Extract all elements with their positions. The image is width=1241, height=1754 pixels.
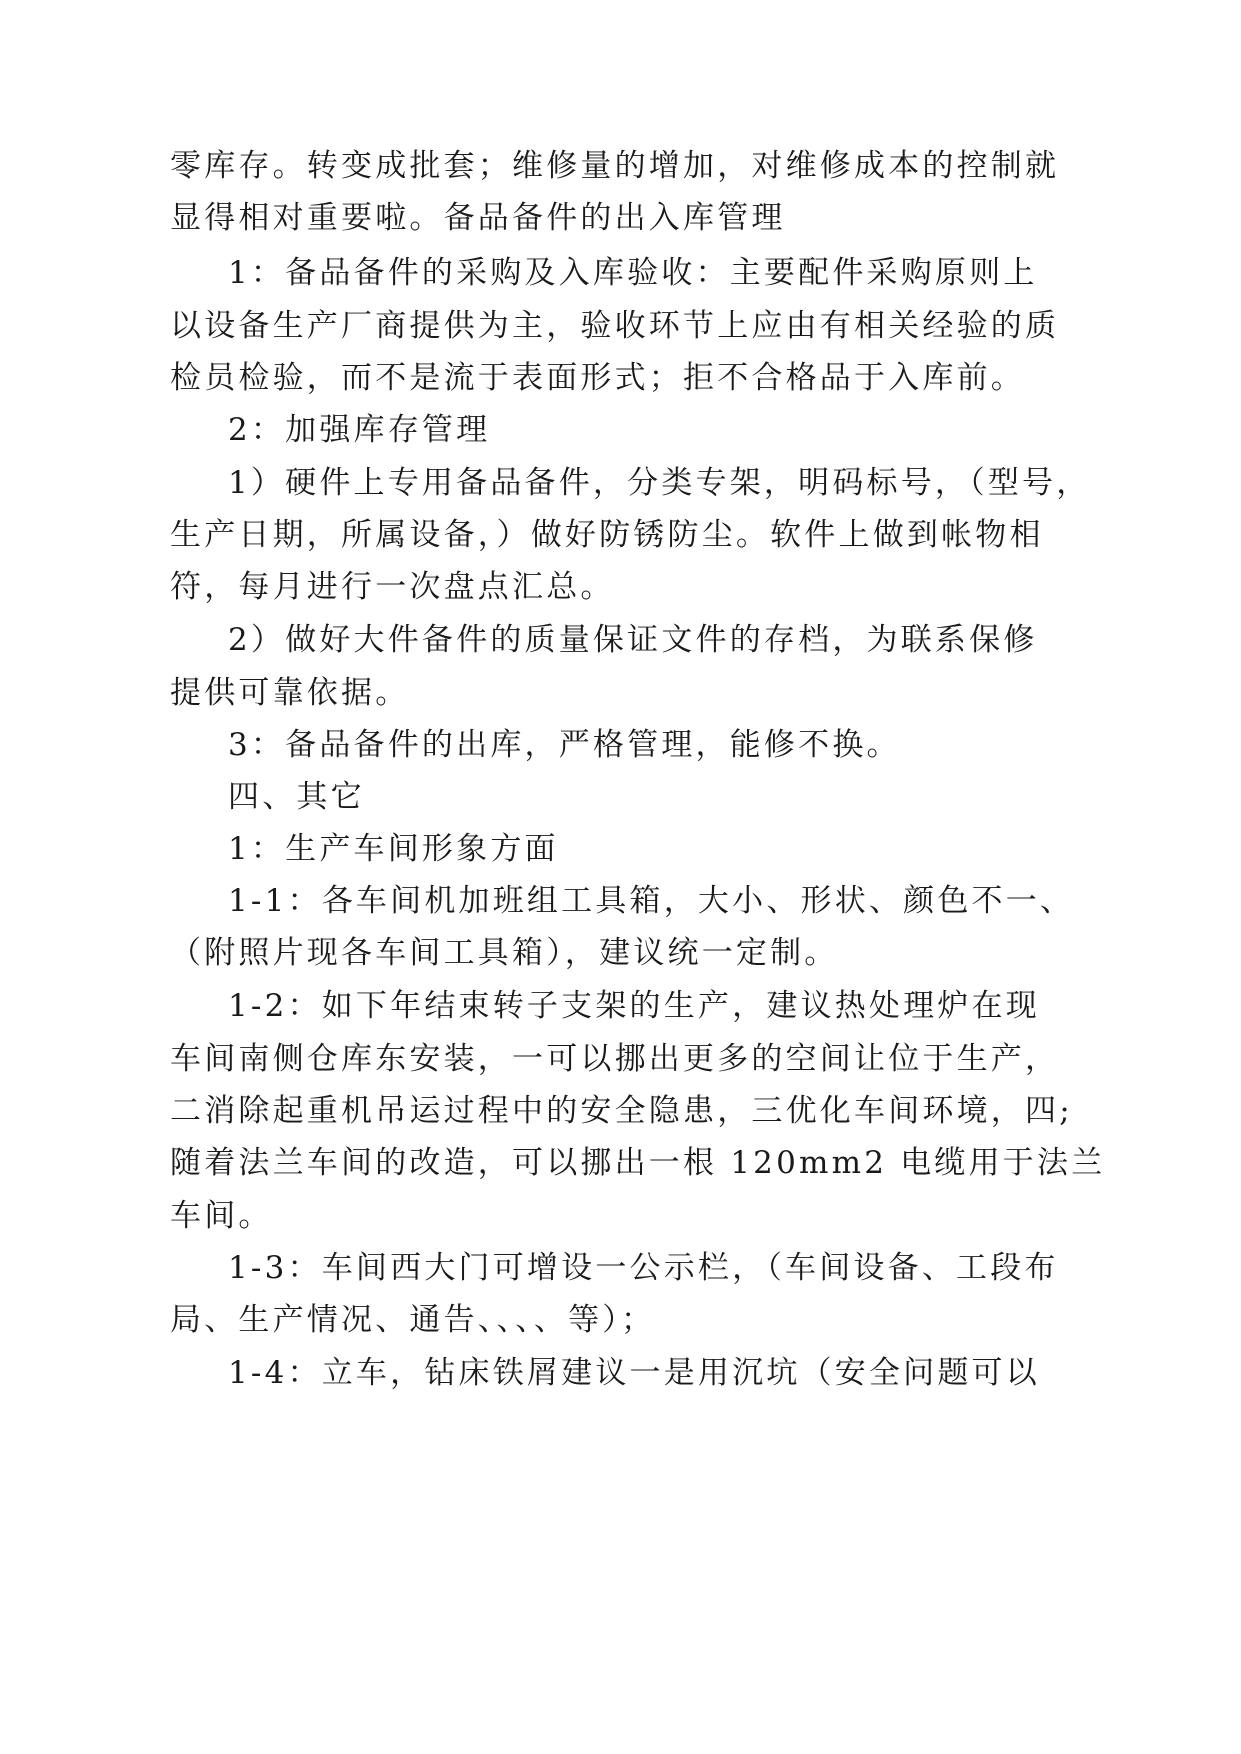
- text-line-24: 1-4：立车，钻床铁屑建议一是用沉坑（安全问题可以: [228, 1355, 1040, 1391]
- text-line-20: 随着法兰车间的改造，可以挪出一根 120mm2 电缆用于法兰: [170, 1145, 1106, 1181]
- text-line-12: 3：备品备件的出库，严格管理，能修不换。: [228, 727, 901, 763]
- text-line-18: 车间南侧仓库东安装，一可以挪出更多的空间让位于生产，: [170, 1041, 1060, 1077]
- text-line-8: 生产日期，所属设备，）做好防锈防尘。软件上做到帐物相: [170, 517, 1044, 553]
- text-line-2: 显得相对重要啦。备品备件的出入库管理: [170, 200, 786, 236]
- text-line-13: 四、其它: [228, 779, 365, 815]
- text-line-5: 检员检验，而不是流于表面形式；拒不合格品于入库前。: [170, 360, 1025, 396]
- text-line-16: （附照片现各车间工具箱），建议统一定制。: [170, 935, 839, 971]
- text-line-17: 1-2：如下年结束转子支架的生产，建议热处理炉在现: [228, 988, 1040, 1024]
- text-line-1: 零库存。转变成批套；维修量的增加，对维修成本的控制就: [170, 148, 1060, 184]
- text-line-6: 2：加强库存管理: [228, 412, 491, 448]
- text-line-15: 1-1：各车间机加班组工具箱，大小、形状、颜色不一、: [228, 883, 1075, 919]
- text-line-10: 2）做好大件备件的质量保证文件的存档，为联系保修: [228, 622, 1038, 658]
- text-line-9: 符，每月进行一次盘点汇总。: [170, 569, 615, 605]
- text-line-11: 提供可靠依据。: [170, 675, 410, 711]
- text-line-14: 1：生产车间形象方面: [228, 831, 559, 867]
- text-line-21: 车间。: [170, 1198, 273, 1234]
- text-line-23: 局、生产情况、通告、、、、等）；: [170, 1302, 656, 1338]
- text-line-4: 以设备生产厂商提供为主，验收环节上应由有相关经验的质: [170, 308, 1060, 344]
- text-line-19: 二消除起重机吊运过程中的安全隐患，三优化车间环境，四;: [170, 1093, 1073, 1129]
- text-line-7: 1）硬件上专用备品备件，分类专架，明码标号，（型号，: [228, 465, 1091, 501]
- text-line-3: 1：备品备件的采购及入库验收：主要配件采购原则上: [228, 255, 1038, 291]
- text-line-22: 1-3：车间西大门可增设一公示栏，（车间设备、工段布: [228, 1250, 1059, 1286]
